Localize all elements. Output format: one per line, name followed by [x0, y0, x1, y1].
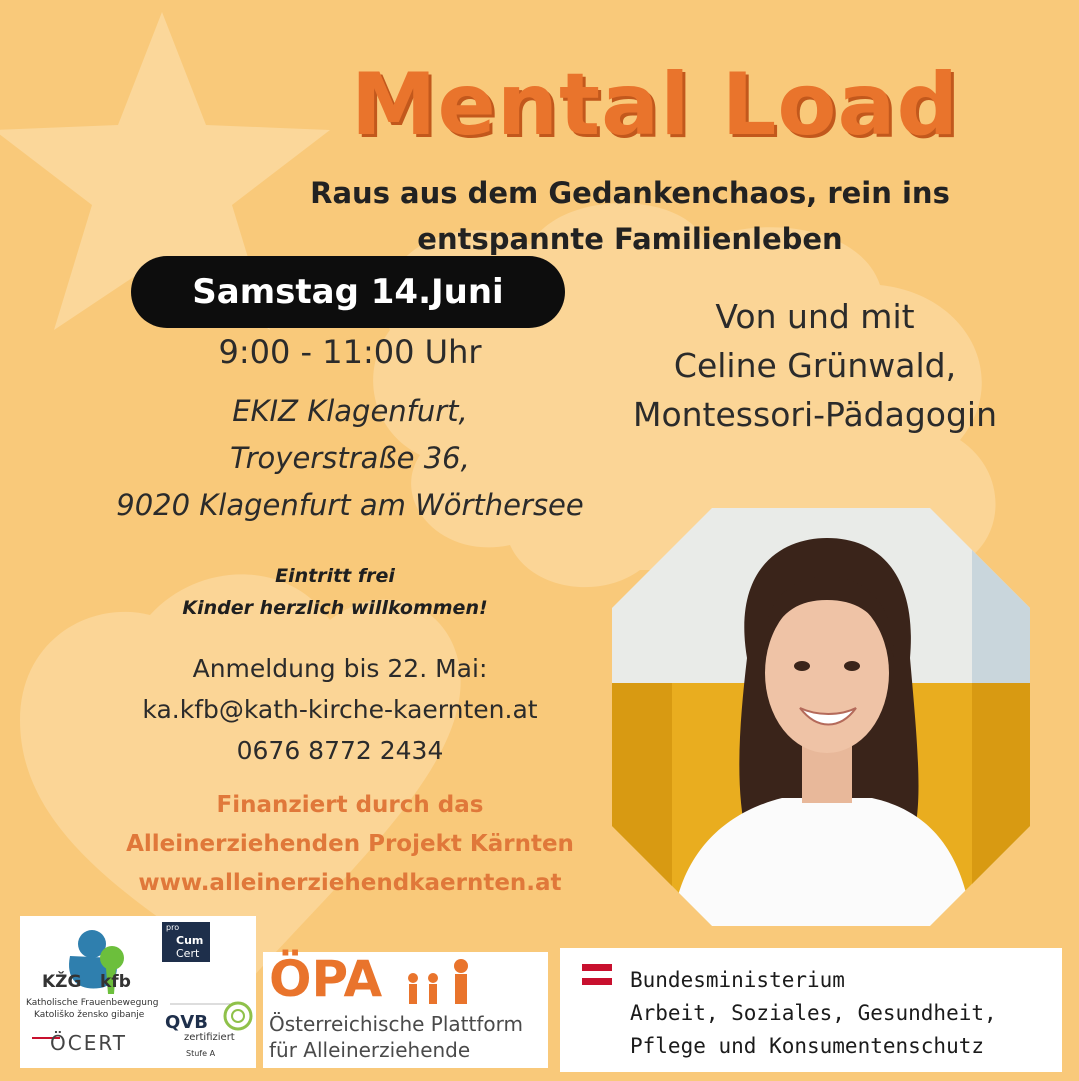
event-venue [60, 388, 640, 529]
registration-phone: 0676 8772 2434 [236, 736, 444, 765]
event-time: 9:00 - 11:00 Uhr [218, 333, 482, 371]
ministry-line: Pflege und Konsumentenschutz [630, 1034, 985, 1058]
venue-line: Troyerstraße 36, [230, 441, 470, 475]
subtitle-line: Raus aus dem Gedankenchaos, rein ins [310, 176, 950, 210]
austria-flag-icon [582, 964, 616, 990]
opa-logo-panel [263, 952, 548, 1068]
kfb-logo-panel [20, 916, 256, 1068]
venue-line: EKIZ Klagenfurt, [232, 394, 468, 428]
oecert-logo: ÖCERT [50, 1031, 128, 1055]
presenter-photo [612, 508, 1030, 926]
qvb-level: Stufe A [186, 1049, 216, 1058]
venue-line: 9020 Klagenfurt am Wörthersee [116, 488, 584, 522]
funding-line: Alleinerziehenden Projekt Kärnten [126, 831, 574, 857]
opa-line1: Österreichische Plattform [269, 1012, 523, 1036]
presenter-info [600, 292, 1030, 439]
cumcert-main: Cum [176, 934, 204, 947]
entry-line: Eintritt frei [275, 565, 395, 587]
kfb-name-sl: Katoliško žensko gibanje [34, 1010, 145, 1020]
event-subtitle [270, 170, 990, 262]
opa-wordmark: ÖPA [269, 950, 383, 1008]
presenter-line: Montessori-Pädagogin [632, 395, 997, 434]
registration-info [60, 648, 620, 771]
ministry-line: Arbeit, Soziales, Gesundheit, [630, 1001, 997, 1025]
cumcert-top: pro [166, 923, 180, 932]
family-icon [403, 958, 483, 1008]
opa-line2: für Alleinerziehende [269, 1038, 471, 1062]
kfb-name-de: Katholische Frauenbewegung [26, 998, 159, 1008]
funding-line: Finanziert durch das [216, 792, 484, 818]
ministry-line: Bundesministerium [630, 968, 845, 992]
kfb-mark: kfb [100, 972, 131, 992]
date-badge [131, 256, 565, 328]
registration-email: ka.kfb@kath-kirche-kaernten.at [142, 695, 538, 724]
date-text: Samstag 14.Juni [192, 272, 504, 312]
presenter-line: Celine Grünwald, [673, 346, 957, 385]
registration-deadline: Anmeldung bis 22. Mai: [192, 654, 488, 683]
entry-info [120, 560, 550, 624]
entry-line: Kinder herzlich willkommen! [182, 597, 488, 619]
qvb-certified: zertifiziert [184, 1032, 235, 1043]
ministry-name [630, 964, 1055, 1063]
funding-info [40, 786, 660, 903]
funding-url: www.alleinerziehendkaernten.at [138, 870, 562, 896]
subtitle-line: entspannte Familienleben [417, 222, 843, 256]
presenter-line: Von und mit [715, 297, 915, 336]
event-title: Mental Load [350, 55, 960, 155]
cumcert-sub: Cert [176, 947, 200, 960]
ministry-logo-panel [560, 948, 1062, 1072]
kzg-mark: KŽG [42, 972, 82, 992]
qvb-logo: QVB [165, 1012, 208, 1033]
